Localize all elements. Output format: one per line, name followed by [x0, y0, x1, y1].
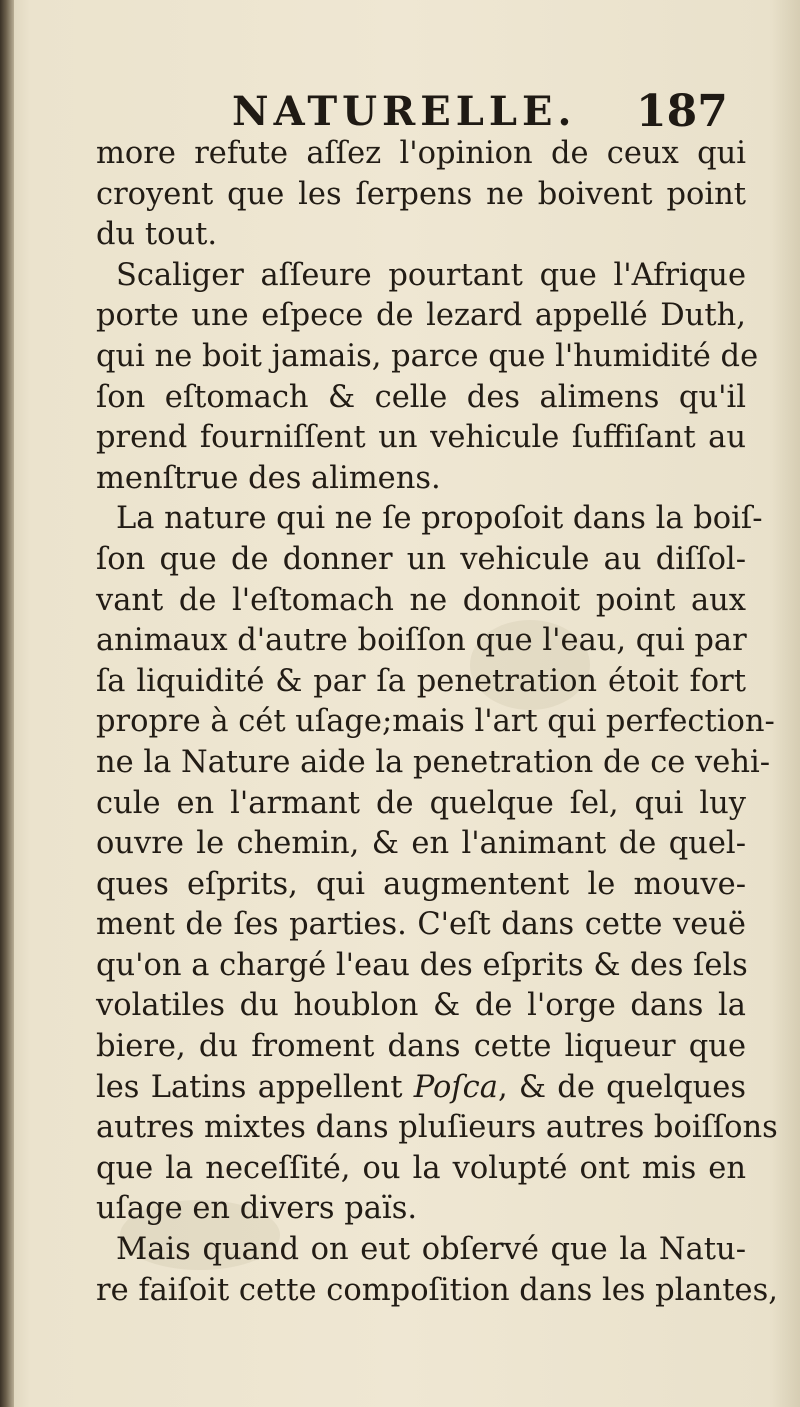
- text-line: porte une eſpece de lezard appellé Duth,: [96, 298, 746, 334]
- text-line: vant de l'eſtomach ne donnoit point aux: [96, 582, 746, 618]
- text-line: ne la Nature aide la penetration de ce vehi-: [96, 744, 771, 780]
- text-line: croyent que les ſerpens ne boivent point: [96, 176, 746, 212]
- text-line: autres mixtes dans pluſieurs autres boiſſons: [96, 1110, 778, 1146]
- text-line: prend fourniſſent un vehicule ſuffiſant au: [96, 420, 746, 456]
- text-line: menſtrue des alimens.: [96, 460, 441, 496]
- text-line: Mais quand on eut obſervé que la Natu-: [116, 1232, 746, 1268]
- text-line: que la neceſſité, ou la volupté ont mis en: [96, 1150, 746, 1186]
- text-line: qu'on a chargé l'eau des eſprits & des ſels: [96, 947, 748, 983]
- text-line: cule en l'armant de quelque ſel, qui luy: [96, 785, 746, 821]
- text-line: biere, du froment dans cette liqueur que: [96, 1029, 746, 1065]
- running-title: NATURELLE.: [232, 88, 577, 135]
- text-line: qui ne boit jamais, parce que l'humidité de: [96, 338, 759, 374]
- page-number: 187: [636, 86, 728, 137]
- text-line: les Latins appellent Poſca, & de quelques: [96, 1069, 746, 1105]
- text-line: animaux d'autre boiſſon que l'eau, qui par: [96, 623, 747, 659]
- text-line: more refute aſſez l'opinion de ceux qui: [96, 136, 746, 171]
- text-line: Scaliger aſſeure pourtant que l'Afrique: [116, 257, 746, 293]
- text-line: ouvre le chemin, & en l'animant de quel-: [96, 826, 746, 862]
- text-line: propre à cét uſage;mais l'art qui perfection-: [96, 704, 775, 740]
- text-line: ques eſprits, qui augmentent le mouve-: [96, 866, 746, 902]
- text-line: ſon que de donner un vehicule au diſſol-: [96, 541, 746, 577]
- text-line: re faiſoit cette compoſition dans les plantes,: [96, 1272, 778, 1308]
- text-line: ſa liquidité & par ſa penetration étoit fort: [96, 663, 746, 699]
- text-line: ment de ſes parties. C'eſt dans cette veuë: [96, 907, 746, 943]
- body-text: [96, 134, 778, 1311]
- italic-word: Poſca: [413, 1069, 498, 1105]
- text-line: La nature qui ne ſe propoſoit dans la boiſ-: [116, 501, 763, 537]
- text-line: du tout.: [96, 217, 218, 253]
- book-gutter: [0, 0, 14, 1407]
- text-line: volatiles du houblon & de l'orge dans la: [96, 988, 746, 1024]
- text-line: uſage en divers païs.: [96, 1191, 418, 1227]
- text-line: ſon eſtomach & celle des alimens qu'il: [96, 379, 746, 415]
